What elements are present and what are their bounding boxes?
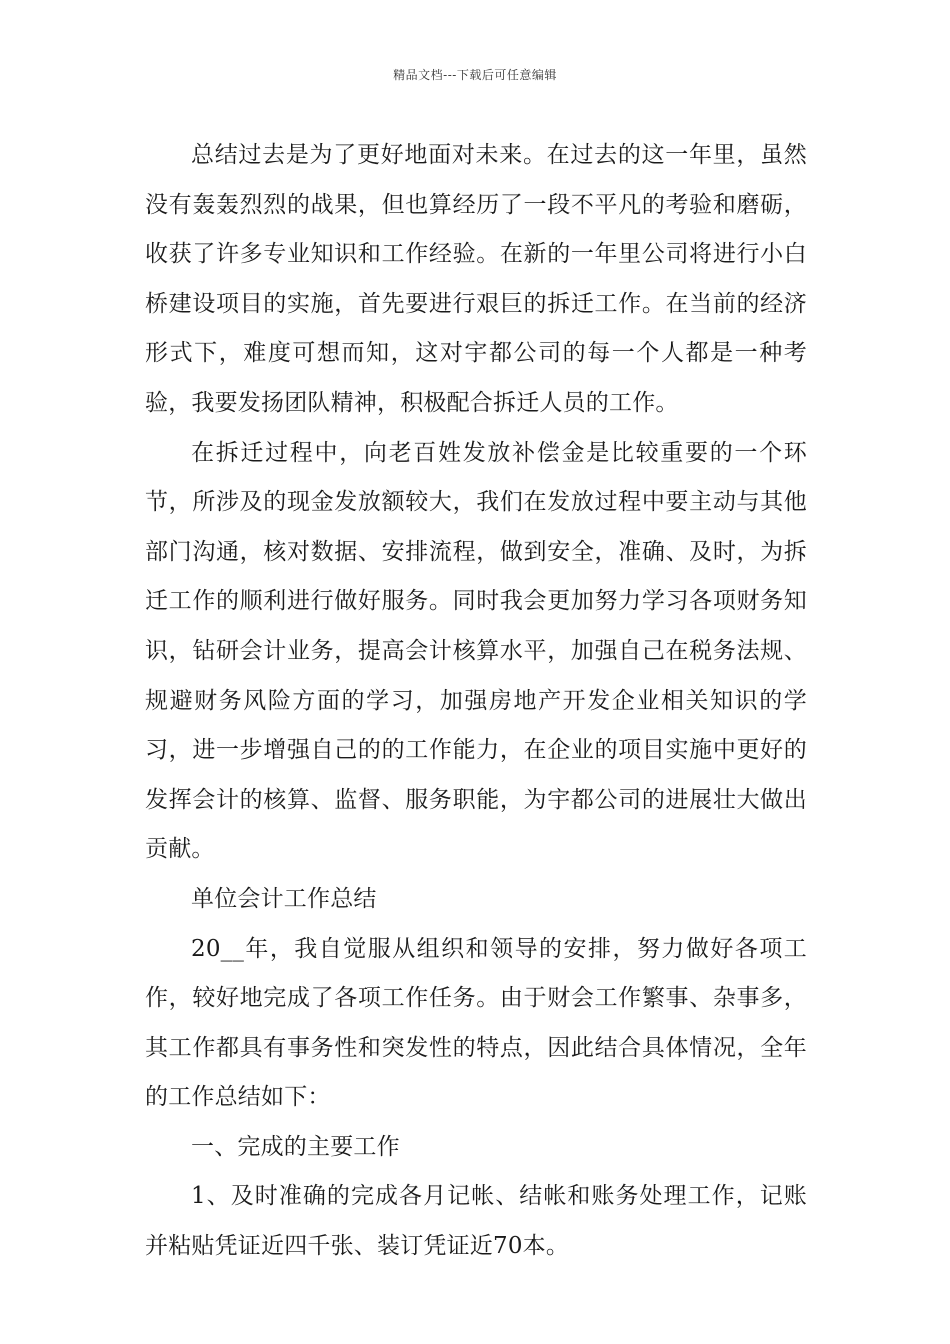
paragraph-annual-intro: 20__年，我自觉服从组织和领导的安排，努力做好各项工作，较好地完成了各项工作任务。由于财会工作繁事、杂事多，其工作都具有事务性和突发性的特点，因此结合具体情况，全年的工作总结如下： (145, 935, 807, 1111)
document-body (145, 131, 807, 1272)
list-item: 1、及时准确的完成各月记帐、结帐和账务处理工作，记账并粘贴凭证近四千张、装订凭证近70本。 (145, 1183, 807, 1260)
subsection-heading: 一、完成的主要工作 (191, 1133, 400, 1160)
page-header: 精品文档---下载后可任意编辑 (393, 68, 557, 82)
paragraph-summary-intro: 总结过去是为了更好地面对未来。在过去的这一年里，虽然没有轰轰烈烈的战果，但也算经历了一段不平凡的考验和磨砺，收获了许多专业知识和工作经验。在新的一年里公司将进行小白桥建设项目的实施，首先要进行艰巨的拆迁工作。在当前的经济形式下，难度可想而知，这对宇都公司的每一个人都是一种考验，我要发扬团队精神，积极配合拆迁人员的工作。 (145, 142, 807, 416)
section-title: 单位会计工作总结 (191, 885, 377, 912)
paragraph-demolition: 在拆迁过程中，向老百姓发放补偿金是比较重要的一个环节，所涉及的现金发放额较大，我们在发放过程中要主动与其他部门沟通，核对数据、安排流程，做到安全，准确、及时，为拆迁工作的顺利进行做好服务。同时我会更加努力学习各项财务知识，钻研会计业务，提高会计核算水平，加强自己在税务法规、规避财务风险方面的学习，加强房地产开发企业相关知识的学习，进一步增强自己的的工作能力，在企业的项目实施中更好的发挥会计的核算、监督、服务职能，为宇都公司的进展壮大做出贡献。 (145, 439, 807, 863)
